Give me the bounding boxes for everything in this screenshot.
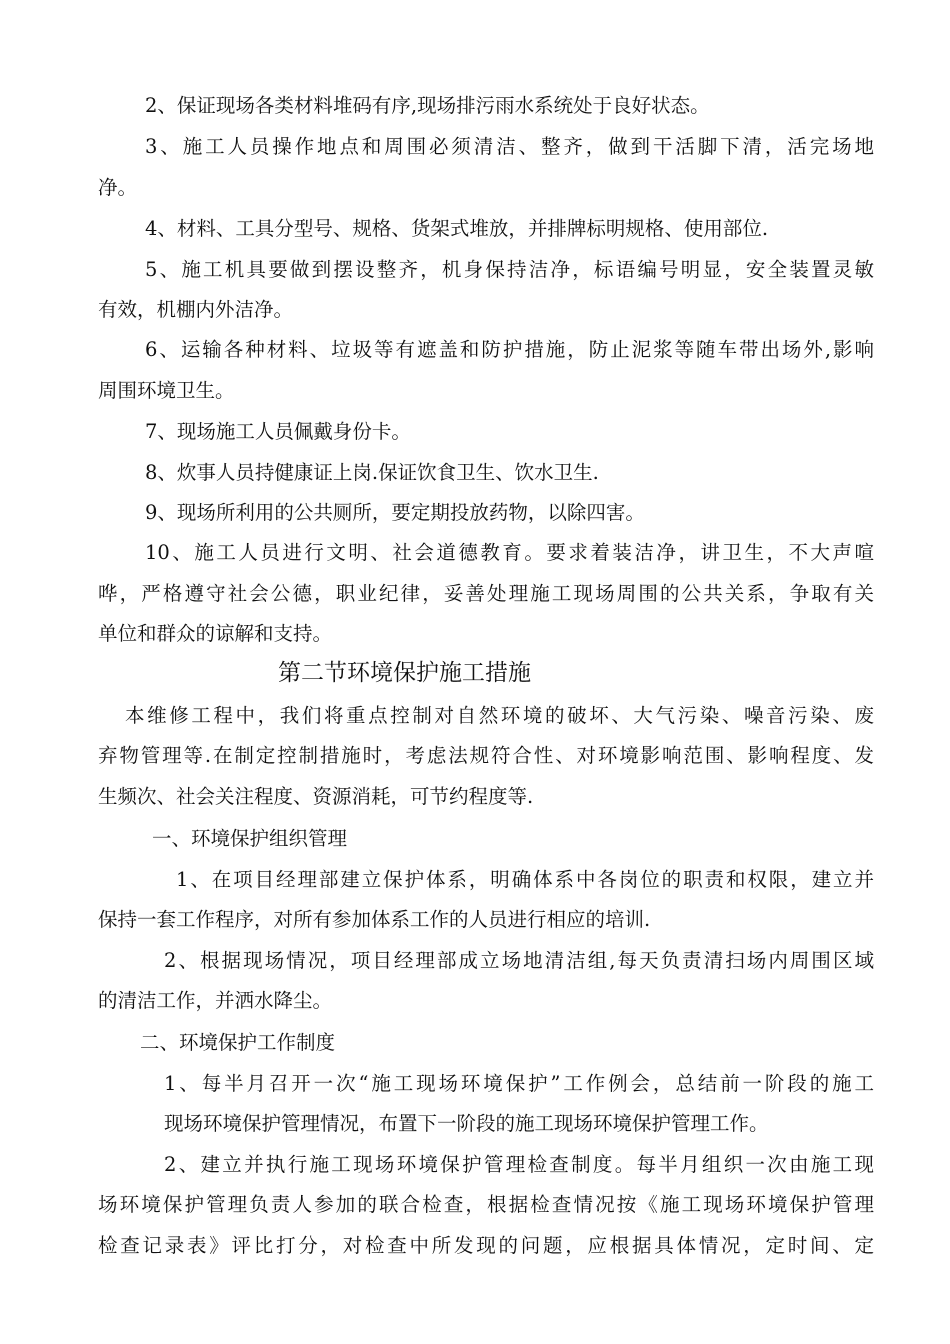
paragraph-line: 哗，严格遵守社会公德，职业纪律，妥善处理施工现场周围的公共关系，争取有关 xyxy=(98,582,874,605)
paragraph-line: 8、炊事人员持健康证上岗.保证饮食卫生、饮水卫生. xyxy=(145,461,599,484)
paragraph-line: 1、每半月召开一次“施工现场环境保护”工作例会，总结前一阶段的施工 xyxy=(164,1072,874,1095)
paragraph-line: 有效，机棚内外洁净。 xyxy=(98,298,294,321)
paragraph-line: 生频次、社会关注程度、资源消耗，可节约程度等. xyxy=(98,785,534,808)
paragraph-line: 净。 xyxy=(98,176,138,199)
paragraph-line: 现场环境保护管理情况，布置下一阶段的施工现场环境保护管理工作。 xyxy=(164,1112,769,1135)
paragraph-line: 单位和群众的谅解和支持。 xyxy=(98,622,333,645)
paragraph-line: 2、建立并执行施工现场环境保护管理检查制度。每半月组织一次由施工现 xyxy=(164,1153,874,1176)
subheading: 二、环境保护工作制度 xyxy=(140,1031,336,1054)
paragraph-line: 保持一套工作程序，对所有参加体系工作的人员进行相应的培训. xyxy=(98,908,651,931)
paragraph-line: 本维修工程中，我们将重点控制对自然环境的破坏、大气污染、噪音污染、废 xyxy=(125,704,874,727)
paragraph-line: 9、现场所利用的公共厕所，要定期投放药物，以除四害。 xyxy=(145,501,645,524)
paragraph-line: 的清洁工作，并洒水降尘。 xyxy=(98,989,333,1012)
paragraph-line: 周围环境卫生。 xyxy=(98,379,235,402)
paragraph-line: 10、施工人员进行文明、社会道德教育。要求着装洁净，讲卫生，不大声喧 xyxy=(145,541,874,564)
paragraph-line: 5、施工机具要做到摆设整齐，机身保持洁净，标语编号明显，安全装置灵敏 xyxy=(145,258,874,281)
paragraph-line: 7、现场施工人员佩戴身份卡。 xyxy=(145,420,411,443)
paragraph-line: 场环境保护管理负责人参加的联合检查，根据检查情况按《施工现场环境保护管理 xyxy=(98,1193,874,1216)
section-heading: 第二节环境保护施工措施 xyxy=(278,660,531,686)
paragraph-line: 2、根据现场情况，项目经理部成立场地清洁组,每天负责清扫场内周围区域 xyxy=(164,949,874,972)
paragraph-line: 1、在项目经理部建立保护体系，明确体系中各岗位的职责和权限，建立并 xyxy=(176,868,874,891)
paragraph-line: 检查记录表》评比打分，对检查中所发现的问题，应根据具体情况，定时间、定 xyxy=(98,1234,874,1257)
paragraph-line: 3、施工人员操作地点和周围必须清洁、整齐，做到干活脚下清，活完场地 xyxy=(145,135,874,158)
paragraph-line: 2、保证现场各类材料堆码有序,现场排污雨水系统处于良好状态。 xyxy=(145,94,710,117)
subheading: 一、环境保护组织管理 xyxy=(152,827,348,850)
paragraph-line: 4、材料、工具分型号、规格、货架式堆放，并排牌标明规格、使用部位. xyxy=(145,217,769,240)
paragraph-line: 6、运输各种材料、垃圾等有遮盖和防护措施，防止泥浆等随车带出场外,影响 xyxy=(145,338,874,361)
paragraph-line: 弃物管理等.在制定控制措施时，考虑法规符合性、对环境影响范围、影响程度、发 xyxy=(98,744,874,767)
